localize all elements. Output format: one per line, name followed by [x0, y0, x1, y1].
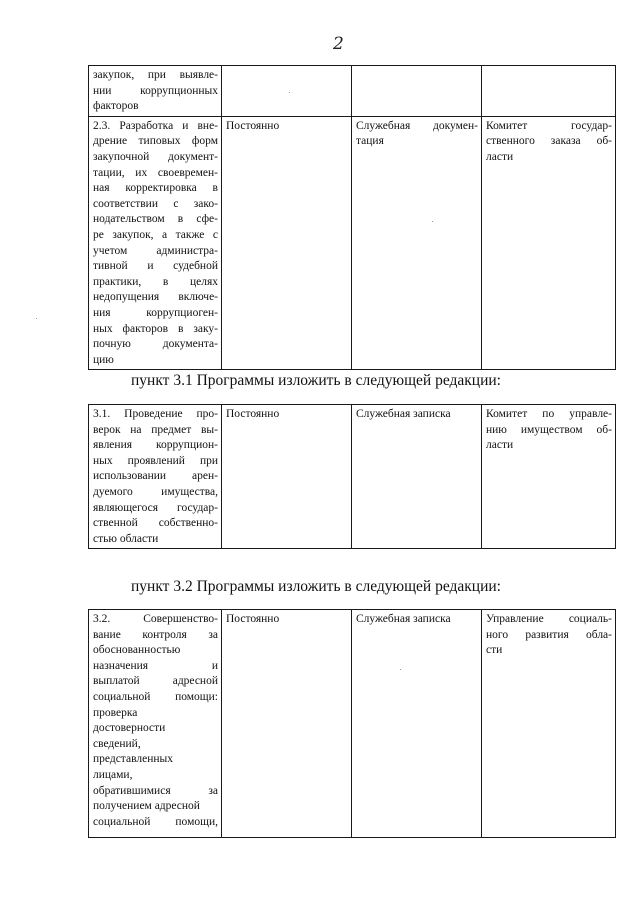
- cell-line: достоверности: [93, 722, 166, 735]
- table-2: [88, 404, 616, 549]
- cell-line: 2.3. Разработка и вне-: [93, 119, 218, 132]
- cell-line: социальной помощи:: [93, 690, 218, 703]
- cell-line: являющегося государ-: [93, 501, 218, 514]
- table-1: [88, 65, 616, 370]
- cell-line: социальной помощи,: [93, 815, 218, 828]
- cell-line: представленных: [93, 753, 173, 766]
- cell-line: обратившимися за: [93, 784, 218, 797]
- cell-line: сведений,: [93, 737, 141, 750]
- cell-line: Служебная записка: [356, 408, 451, 420]
- document-cell: [352, 610, 482, 838]
- cell-line: недопущения включе-: [93, 291, 218, 304]
- cell-line: Управление социаль-: [486, 613, 612, 625]
- cell-line: проверка: [93, 706, 138, 719]
- executor-cell: [482, 66, 616, 117]
- activity-cell: [89, 610, 222, 838]
- cell-line: закупок, при выявле-: [93, 69, 218, 81]
- cell-line: ласти: [486, 150, 514, 163]
- cell-line: дрение типовых форм: [93, 135, 218, 148]
- cell-line: тации, их своевремен-: [93, 166, 218, 179]
- term-cell: [222, 66, 352, 117]
- page-number: 2: [333, 34, 344, 54]
- table-row: [89, 405, 616, 549]
- cell-line: вание контроля за: [93, 628, 218, 641]
- document-cell: [352, 405, 482, 549]
- executor-cell: [482, 405, 616, 549]
- cell-line: нию имуществом об-: [486, 423, 612, 436]
- cell-line: сти: [486, 644, 503, 657]
- cell-line: ного развития обла-: [486, 628, 612, 641]
- scan-speck: [36, 318, 37, 319]
- cell-line: почную документа-: [93, 338, 218, 351]
- cell-line: соответствии с зако-: [93, 197, 218, 210]
- cell-line: выплатой адресной: [93, 675, 218, 688]
- cell-line: Служебная докумен-: [356, 119, 478, 132]
- cell-line: верок на предмет вы-: [93, 423, 218, 436]
- cell-line: нии коррупционных: [93, 84, 218, 97]
- cell-line: тивной и судебной: [93, 260, 218, 273]
- cell-line: дуемого имущества,: [93, 485, 218, 498]
- term-cell: Постоянно: [222, 116, 352, 370]
- cell-line: стью области: [93, 532, 159, 545]
- activity-cell: [89, 116, 222, 370]
- cell-line: Служебная записка: [356, 613, 451, 625]
- cell-line: ных проявлений при: [93, 454, 218, 467]
- cell-line: ласти: [486, 439, 514, 452]
- cell-line: факторов: [93, 100, 139, 113]
- cell-line: ре закупок, а также с: [93, 228, 218, 241]
- cell-line: ственной собственно-: [93, 517, 218, 530]
- cell-line: 3.2. Совершенство-: [93, 613, 218, 625]
- cell-line: Комитет по управле-: [486, 408, 612, 420]
- cell-line: тация: [356, 135, 384, 148]
- cell-line: ных факторов в заку-: [93, 322, 218, 335]
- cell-line: получением адресной: [93, 800, 200, 813]
- scan-speck: [432, 221, 433, 222]
- term-cell: Постоянно: [222, 405, 352, 549]
- cell-line: использовании арен-: [93, 470, 218, 483]
- table-row: [89, 116, 616, 370]
- cell-line: явления коррупцион-: [93, 439, 218, 452]
- cell-line: цию: [93, 353, 114, 366]
- cell-line: лицами,: [93, 768, 133, 781]
- document-cell: [352, 116, 482, 370]
- cell-line: обоснованностью: [93, 644, 181, 657]
- cell-line: закупочной документ-: [93, 150, 218, 163]
- table-row: [89, 610, 616, 838]
- cell-line: 3.1. Проведение про-: [93, 408, 218, 420]
- scan-speck: [400, 669, 401, 670]
- section-heading-3-2: пункт 3.2 Программы изложить в следующей редакции:: [131, 578, 501, 595]
- term-cell: Постоянно: [222, 610, 352, 838]
- activity-cell: [89, 66, 222, 117]
- cell-line: нодательством в сфе-: [93, 213, 218, 226]
- cell-line: ная корректировка в: [93, 182, 218, 195]
- cell-line: практики, в целях: [93, 275, 218, 288]
- cell-line: учетом администра-: [93, 244, 218, 257]
- cell-line: ственного заказа об-: [486, 135, 612, 148]
- activity-cell: [89, 405, 222, 549]
- document-cell: [352, 66, 482, 117]
- cell-line: назначения и: [93, 659, 218, 672]
- executor-cell: [482, 116, 616, 370]
- scan-speck: [289, 92, 290, 93]
- table-3: [88, 609, 616, 838]
- cell-line: ния коррупциоген-: [93, 306, 218, 319]
- cell-line: Комитет государ-: [486, 119, 612, 132]
- table-row: [89, 66, 616, 117]
- section-heading-3-1: пункт 3.1 Программы изложить в следующей редакции:: [131, 372, 501, 389]
- executor-cell: [482, 610, 616, 838]
